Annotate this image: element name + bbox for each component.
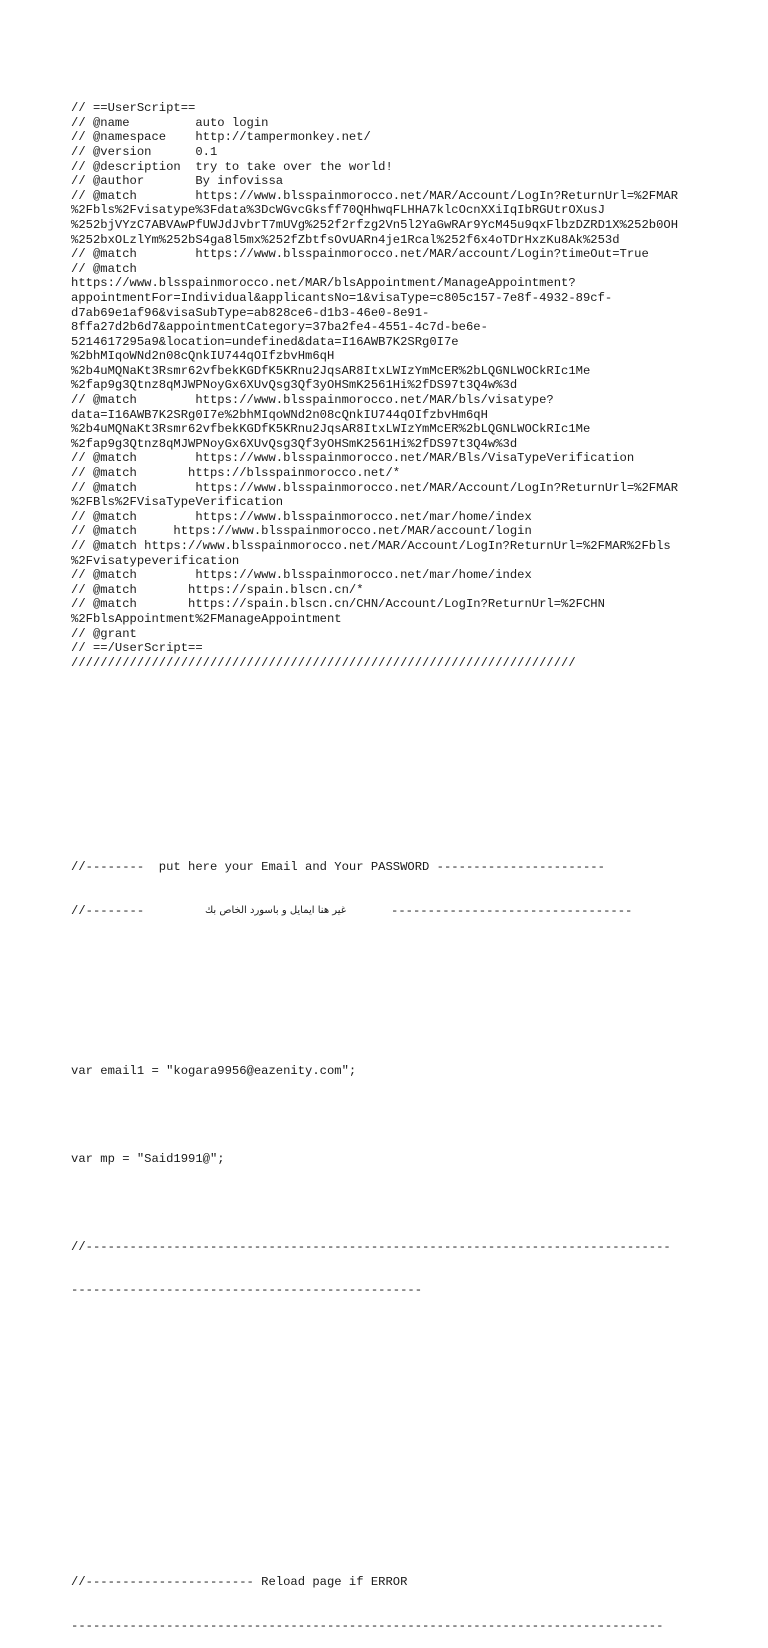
header-line: // @match https://www.blsspainmorocco.net/MAR/account/login — [71, 524, 532, 539]
header-line: // ==UserScript== — [71, 101, 196, 116]
header-line: // @match https://blsspainmorocco.net/* — [71, 466, 401, 481]
userscript-header-block — [71, 101, 711, 670]
arabic-instruction-comment — [71, 904, 711, 919]
header-line: // @grant — [71, 626, 137, 641]
header-line: data=I16AWB7K2SRg0I7e%2bhMIqoWNd2n08cQnkIU744qOIfzbvHm6qH — [71, 407, 488, 422]
header-line: appointmentFor=Individual&applicantsNo=1&visaType=c805c157-7e8f-4932-89cf- — [71, 290, 613, 305]
header-line: // @match https://spain.blscn.cn/* — [71, 582, 364, 597]
header-line: // @match https://www.blsspainmorocco.net/MAR/Account/LogIn?ReturnUrl=%2FMAR — [71, 188, 679, 203]
arabic-comment-suffix: --------------------------------- — [391, 903, 633, 918]
header-line: // @match https://www.blsspainmorocco.net/MAR/account/Login?timeOut=True — [71, 247, 649, 262]
header-line: // @version 0.1 — [71, 144, 218, 159]
header-line: %2Fbls%2Fvisatype%3Fdata%3DcWGvcGksff70QHhwqFLHHA7klcOcnXXiIqIbRGUtrOXusJ — [71, 203, 605, 218]
header-line: %252bjVYzC7ABVAwPfUWJdJvbrT7mUVg%252f2rfzg2Vn5l2YaGwRAr9YcM45u9qxFlbzDZRD1X%252b0OH — [71, 217, 679, 232]
header-line: // @match https://www.blsspainmorocco.net/MAR/Account/LogIn?ReturnUrl=%2FMAR — [71, 480, 679, 495]
email-instruction-comment: //-------- put here your Email and Your PASSWORD ----------------------- — [71, 860, 605, 875]
header-line: %2Fvisatypeverification — [71, 553, 240, 568]
header-line: %2b4uMQNaKt3Rsmr62vfbekKGDfK5KRnu2JqsAR8ItxLWIzYmMcER%2bLQGNLWOCkRIc1Me — [71, 363, 591, 378]
header-line: %2b4uMQNaKt3Rsmr62vfbekKGDfK5KRnu2JqsAR8ItxLWIzYmMcER%2bLQGNLWOCkRIc1Me — [71, 422, 591, 437]
header-line: %2fap9g3Qtnz8qMJWPNoyGx6XUvQsg3Qf3yOHSmK2561Hi%2fDS97t3Q4w%3d — [71, 378, 518, 393]
header-line: %2FblsAppointment%2FManageAppointment — [71, 611, 342, 626]
separator-line-continuation: ------------------------------------------------ — [71, 1283, 423, 1298]
header-line: // @namespace http://tampermonkey.net/ — [71, 130, 371, 145]
arabic-comment-text: غير هنا ايمايل و باسورد الخاص بك — [205, 904, 347, 916]
header-line: // @name auto login — [71, 115, 269, 130]
header-line: // @match https://www.blsspainmorocco.net/MAR/Bls/VisaTypeVerification — [71, 451, 635, 466]
reload-error-comment: //----------------------- Reload page if ERROR — [71, 1575, 408, 1590]
header-line: // ==/UserScript== — [71, 641, 203, 656]
header-line: %2FBls%2FVisaTypeVerification — [71, 495, 284, 510]
header-line: // @author By infovissa — [71, 174, 284, 189]
header-line: // @match https://www.blsspainmorocco.net/MAR/bls/visatype? — [71, 393, 554, 408]
header-line: // @match — [71, 261, 137, 276]
arabic-comment-prefix: //-------- — [71, 903, 145, 918]
header-line: // @match https://www.blsspainmorocco.net/mar/home/index — [71, 509, 532, 524]
email-variable-line: var email1 = "kogara9956@eazenity.com"; — [71, 1064, 357, 1079]
header-line: d7ab69e1af96&visaSubType=ab828ce6-d1b3-46e0-8e91- — [71, 305, 430, 320]
header-line: %2fap9g3Qtnz8qMJWPNoyGx6XUvQsg3Qf3yOHSmK2561Hi%2fDS97t3Q4w%3d — [71, 436, 518, 451]
reload-error-separator: --------------------------------------------------------------------------------- — [71, 1618, 664, 1633]
separator-line: //-------------------------------------------------------------------------------- — [71, 1239, 671, 1254]
header-line: // @description try to take over the world! — [71, 159, 393, 174]
header-line: 5214617295a9&location=undefined&data=I16AWB7K2SRg0I7e — [71, 334, 459, 349]
header-line: 8ffa27d2b6d7&appointmentCategory=37ba2fe4-4551-4c7d-be6e- — [71, 320, 488, 335]
header-line: %252bxOLzlYm%252bS4ga8l5mx%252fZbtfsOvUARn4je1Rcal%252f6x4oTDrHxzKu8Ak%253d — [71, 232, 620, 247]
header-line: ///////////////////////////////////////////////////////////////////// — [71, 655, 576, 670]
userscript-document — [71, 72, 711, 1648]
header-line: %2bhMIqoWNd2n08cQnkIU744qOIfzbvHm6qH — [71, 349, 335, 364]
header-line: https://www.blsspainmorocco.net/MAR/blsAppointment/ManageAppointment? — [71, 276, 576, 291]
header-line: // @match https://www.blsspainmorocco.net/MAR/Account/LogIn?ReturnUrl=%2FMAR%2Fbls — [71, 539, 671, 553]
header-line: // @match https://www.blsspainmorocco.net/mar/home/index — [71, 568, 532, 583]
header-line: // @match https://spain.blscn.cn/CHN/Account/LogIn?ReturnUrl=%2FCHN — [71, 597, 605, 612]
password-variable-line: var mp = "Said1991@"; — [71, 1151, 225, 1166]
